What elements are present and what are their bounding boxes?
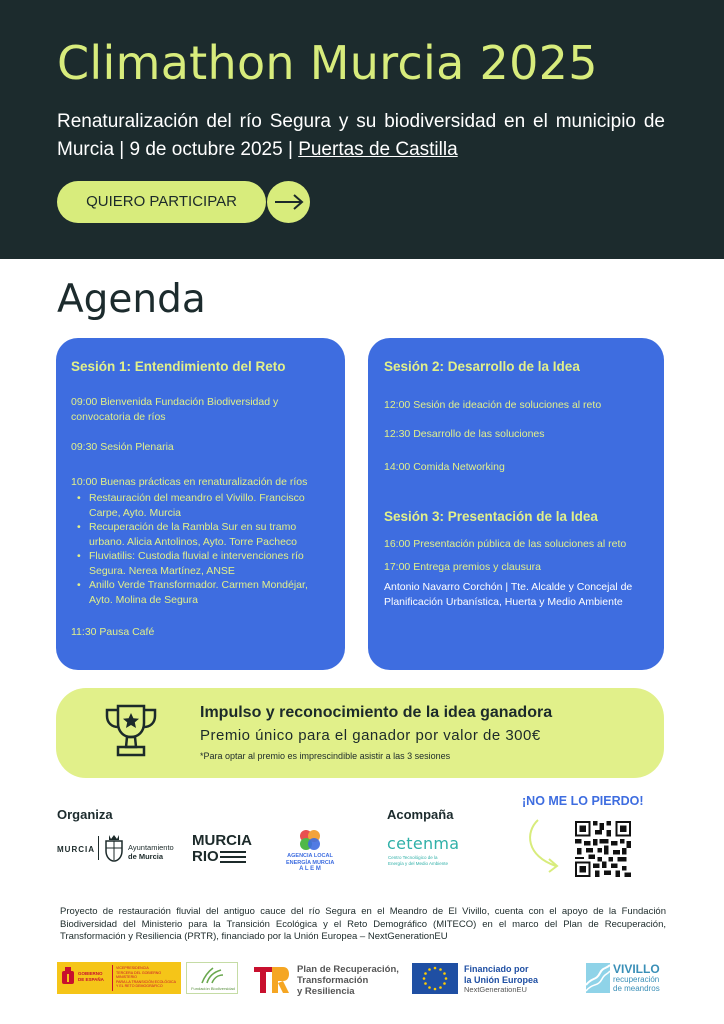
agenda-item: 10:00 Buenas prácticas en renaturalización de ríos bbox=[71, 476, 308, 488]
participate-arrow-button[interactable] bbox=[267, 181, 310, 223]
eu-flag-icon bbox=[412, 963, 458, 994]
session-1-title: Sesión 1: Entendimiento del Reto bbox=[71, 359, 286, 374]
alem-logo-text: AGENCIA LOCAL ENERGÍA MURCIA A L E M bbox=[286, 853, 335, 872]
agenda-item: 17:00 Entrega premios y clausura bbox=[384, 561, 542, 573]
agenda-bullet: • Anillo Verde Transformador. Carmen Mondéjar, Ayto. Molina de Segura bbox=[74, 578, 324, 608]
qr-callout: ¡NO ME LO PIERDO! bbox=[522, 794, 644, 808]
accompany-label: Acompaña bbox=[387, 807, 454, 822]
organize-label: Organiza bbox=[57, 807, 113, 822]
agenda-item: 09:30 Sesión Plenaria bbox=[71, 441, 174, 453]
logo-divider bbox=[98, 836, 99, 860]
agenda-item: 11:30 Pausa Café bbox=[71, 626, 155, 638]
agenda-bullet: • Recuperación de la Rambla Sur en su tramo urbano. Alicia Antolinos, Ayto. Torre Pacheco bbox=[74, 520, 324, 550]
agenda-item: 14:00 Comida Networking bbox=[384, 461, 505, 473]
agenda-bullet: • Restauración del meandro el Vivillo. Francisco Carpe, Ayto. Murcia bbox=[74, 491, 324, 521]
header-banner bbox=[0, 0, 724, 259]
agenda-item: 16:00 Presentación pública de las soluciones al reto bbox=[384, 538, 627, 550]
session-2-3-card bbox=[368, 338, 664, 670]
prize-note: *Para optar al premio es imprescindible asistir a las 3 sesiones bbox=[200, 751, 451, 761]
page-title: Climathon Murcia 2025 bbox=[57, 36, 598, 90]
curved-arrow-icon bbox=[522, 816, 564, 874]
spain-coat-of-arms-icon bbox=[60, 966, 76, 988]
participate-button[interactable]: QUIERO PARTICIPAR bbox=[57, 181, 266, 223]
agenda-bullet: • Fluviatilis: Custodia fluvial e intervenciones río Segura. Nerea Martínez, ANSE bbox=[74, 549, 324, 579]
wave-line bbox=[220, 861, 246, 863]
agenda-item: 12:00 Sesión de ideación de soluciones al reto bbox=[384, 399, 602, 411]
murcia-rio-logo: MURCIA RIO bbox=[192, 832, 252, 865]
prize-banner bbox=[56, 688, 664, 778]
event-subtitle bbox=[57, 108, 665, 164]
vivillo-logo-text: VIVILLO recuperación de meandros bbox=[613, 962, 660, 993]
alem-logo-icon bbox=[297, 828, 323, 852]
eu-funding-text: Financiado por la Unión Europea NextGenerationEU bbox=[464, 964, 539, 994]
city-coat-of-arms-icon bbox=[103, 833, 125, 863]
fundacion-biodiversidad-logo: Fundación Biodiversidad bbox=[186, 962, 238, 994]
prtr-logo-text: Plan de Recuperación, Transformación y Resiliencia bbox=[297, 964, 399, 997]
murcia-wordmark-logo: MURCIA bbox=[57, 845, 95, 854]
trophy-icon bbox=[101, 701, 161, 761]
gobierno-espana-logo: GOBIERNO DE ESPAÑA VICEPRESIDENCIA TERCERA DEL GOBIERNO MINISTERIO PARA LA TRANSICIÓN ECOLÓGICA Y EL RETO DEMOGRÁFICO bbox=[57, 962, 181, 994]
cetenma-logo: cetenma bbox=[387, 834, 460, 853]
agenda-item: 09:00 Bienvenida Fundación Biodiversidad y convocatoria de ríos bbox=[71, 396, 279, 423]
session-3-title: Sesión 3: Presentación de la Idea bbox=[384, 509, 598, 524]
cetenma-subtitle: Centro Tecnológico de la Energía y del Medio Ambiente bbox=[388, 855, 449, 866]
grass-icon bbox=[199, 966, 225, 984]
wave-line bbox=[220, 851, 246, 853]
prize-text: Premio único para el ganador por valor de 300€ bbox=[200, 727, 541, 744]
agenda-heading: Agenda bbox=[57, 277, 206, 322]
closing-speaker: Antonio Navarro Corchón | Tte. Alcalde y Concejal de Planificación Urbanística, Huerta y Medio Ambiente bbox=[384, 581, 633, 608]
ayuntamiento-logo: Ayuntamiento de Murcia bbox=[128, 843, 174, 861]
session-1-card bbox=[56, 338, 345, 670]
qr-code-icon[interactable] bbox=[575, 821, 631, 877]
venue-link[interactable]: Puertas de Castilla bbox=[298, 139, 458, 160]
session-2-title: Sesión 2: Desarrollo de la Idea bbox=[384, 359, 580, 374]
arrow-right-icon bbox=[274, 194, 304, 210]
project-footnote: Proyecto de restauración fluvial del antiguo cauce del río Segura en el Meandro de El Vivillo, cuenta con el apoyo de la Fundación Biodiversidad del Ministerio para la Transición Ecológica y el Reto Demográfico (MITECO) en el marco del Plan de Recuperación, Transformación y Resiliencia (PRTR), financiado por la Unión Europea – NextGenerationEU bbox=[60, 906, 666, 942]
vivillo-logo-icon bbox=[586, 963, 610, 993]
wave-line bbox=[220, 856, 246, 858]
agenda-item: 12:30 Desarrollo de las soluciones bbox=[384, 428, 545, 440]
subtitle-text: Renaturalización del río Segura y su biodiversidad en el municipio de Murcia | 9 de octubre 2025 | bbox=[57, 111, 665, 160]
prtr-logo-icon bbox=[254, 963, 290, 995]
prize-heading: Impulso y reconocimiento de la idea ganadora bbox=[200, 704, 553, 721]
